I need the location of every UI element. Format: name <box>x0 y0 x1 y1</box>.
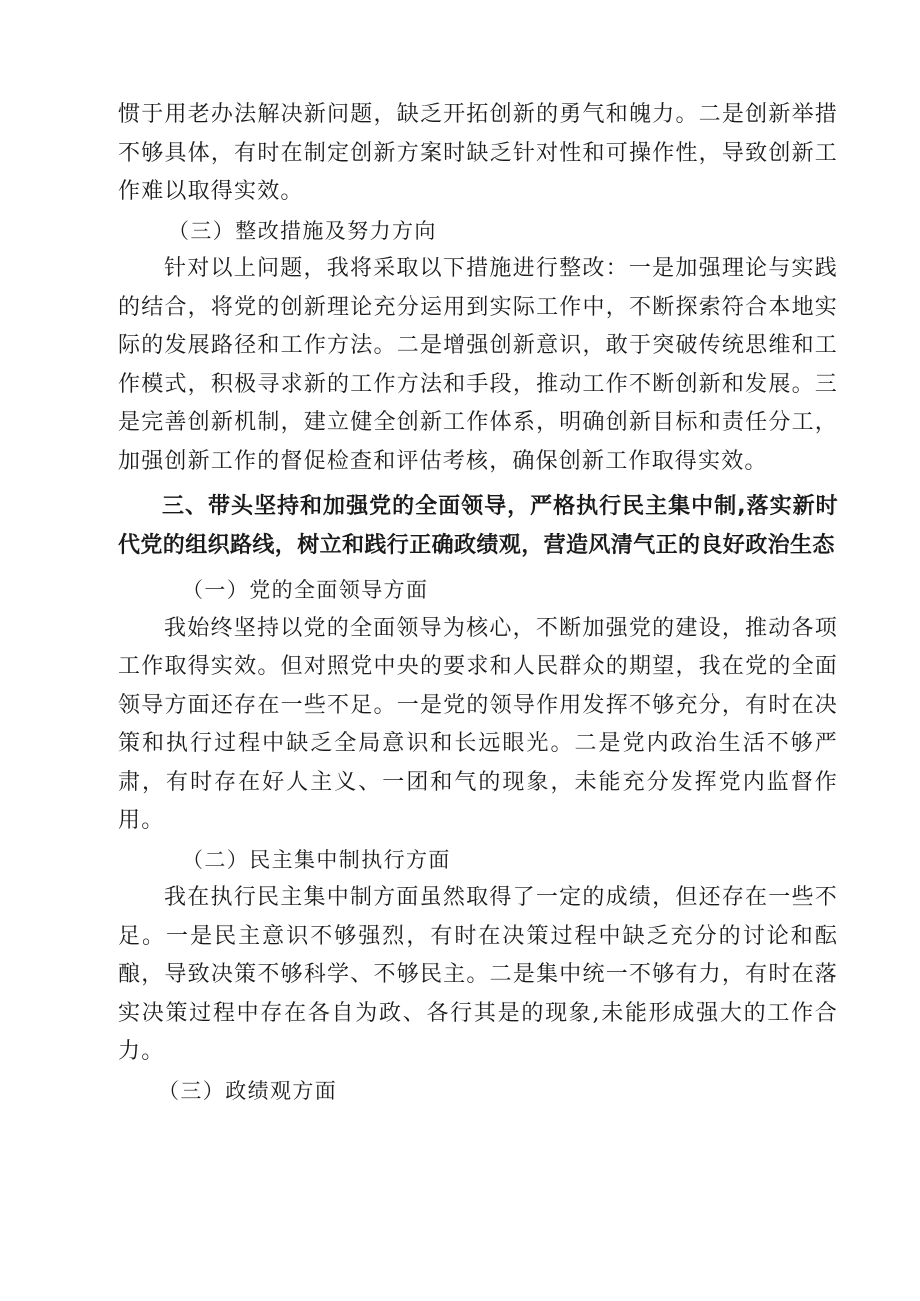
paragraph-continuation: 惯于用老办法解决新问题，缺乏开拓创新的勇气和魄力。二是创新举措不够具体，有时在制定创新方案时缺乏针对性和可操作性，导致创新工作难以取得实效。 <box>118 102 838 204</box>
paragraph-democratic-centralism: 我在执行民主集中制方面虽然取得了一定的成绩，但还存在一些不足。一是民主意识不够强烈，有时在决策过程中缺乏充分的讨论和酝酿，导致决策不够科学、不够民主。二是集中统一不够有力，有时在落实决策过程中存在各自为政、各行其是的现象,未能形成强大的工作合力。 <box>118 885 838 1064</box>
paragraph-rectification: 针对以上问题，我将采取以下措施进行整改：一是加强理论与实践的结合，将党的创新理论充分运用到实际工作中，不断探索符合本地实际的发展路径和工作方法。二是增强创新意识，敢于突破传统思维和工作模式，积极寻求新的工作方法和手段，推动工作不断创新和发展。三是完善创新机制，建立健全创新工作体系，明确创新目标和责任分工，加强创新工作的督促检查和评估考核，确保创新工作取得实效。 <box>118 256 838 474</box>
subheading-rectification-measures: （三）整改措施及努力方向 <box>168 218 437 243</box>
section-heading-three: 三、带头坚持和加强党的全面领导，严格执行民主集中制,落实新时代党的组织路线，树立和践行正确政绩观，营造风清气正的良好政治生态 <box>118 494 838 558</box>
paragraph-party-leadership: 我始终坚持以党的全面领导为核心，不断加强党的建设，推动各项工作取得实效。但对照党中央的要求和人民群众的期望，我在党的全面领导方面还存在一些不足。一是党的领导作用发挥不够充分，有时在决策和执行过程中缺乏全局意识和长远眼光。二是党内政治生活不够严肃，有时存在好人主义、一团和气的现象，未能充分发挥党内监督作用。 <box>118 615 838 833</box>
subheading-performance-view: （三）政绩观方面 <box>158 1078 338 1103</box>
subheading-democratic-centralism: （二）民主集中制执行方面 <box>182 847 451 872</box>
document-page <box>118 96 838 1110</box>
subheading-party-leadership: （一）党的全面领导方面 <box>182 578 429 602</box>
